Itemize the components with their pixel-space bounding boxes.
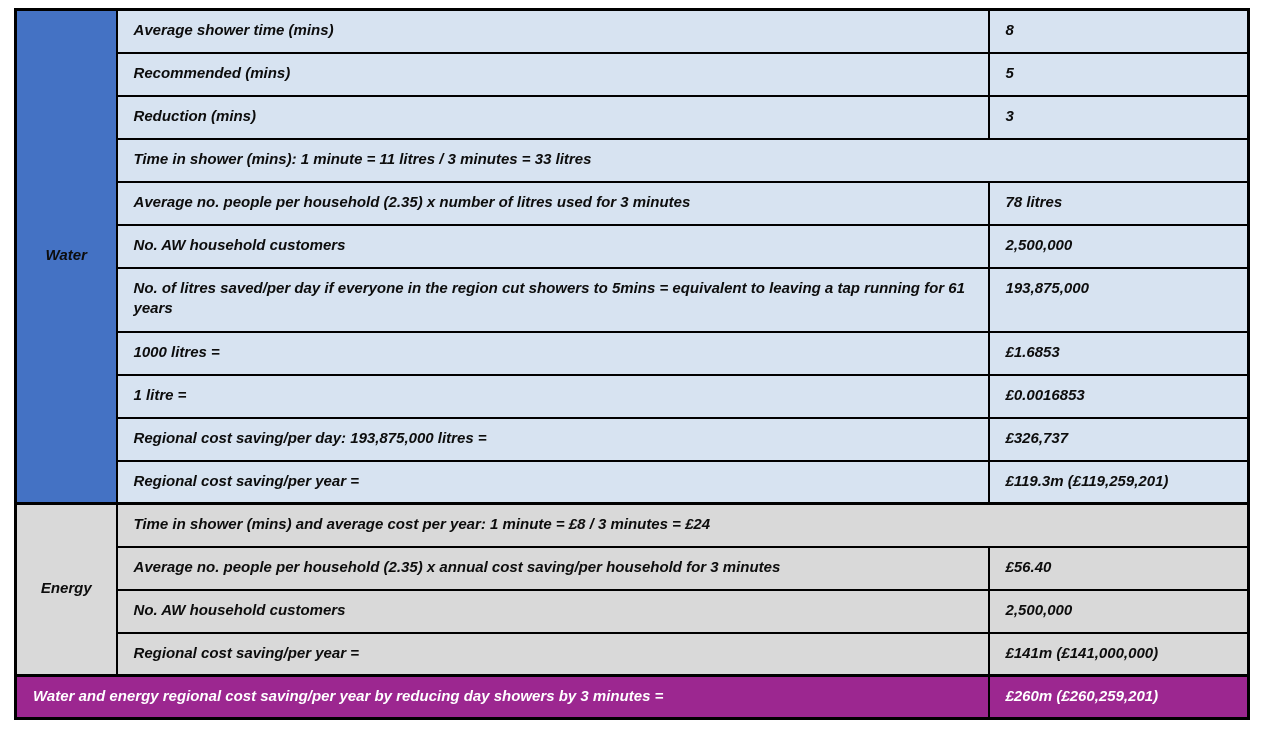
row-label-regional-saving-per-year-energy: Regional cost saving/per year = (117, 633, 989, 676)
row-label-litres-saved-per-day: No. of litres saved/per day if everyone in the region cut showers to 5mins = equivalent to leaving a tap running for 61 years (117, 268, 989, 332)
row-value-people-per-household-cost: £56.40 (989, 547, 1249, 590)
footer-total-label: Water and energy regional cost saving/per year by reducing day showers by 3 minutes = (16, 676, 989, 719)
row-value-people-per-household-litres: 78 litres (989, 182, 1249, 225)
footer-total-value: £260m (£260,259,201) (989, 676, 1249, 719)
row-label-recommended: Recommended (mins) (117, 53, 989, 96)
row-label-aw-customers-water: No. AW household customers (117, 225, 989, 268)
section-header-energy: Energy (16, 504, 117, 676)
row-label-regional-saving-per-day: Regional cost saving/per day: 193,875,000 litres = (117, 418, 989, 461)
row-value-recommended: 5 (989, 53, 1249, 96)
row-label-time-in-shower-litres: Time in shower (mins): 1 minute = 11 litres / 3 minutes = 33 litres (117, 139, 1249, 182)
row-value-aw-customers-energy: 2,500,000 (989, 590, 1249, 633)
row-value-regional-saving-per-day: £326,737 (989, 418, 1249, 461)
row-label-1-litre: 1 litre = (117, 375, 989, 418)
row-label-people-per-household-cost: Average no. people per household (2.35) x annual cost saving/per household for 3 minutes (117, 547, 989, 590)
row-label-avg-shower-time: Average shower time (mins) (117, 10, 989, 53)
row-value-aw-customers-water: 2,500,000 (989, 225, 1249, 268)
row-value-regional-saving-per-year-energy: £141m (£141,000,000) (989, 633, 1249, 676)
row-value-1-litre: £0.0016853 (989, 375, 1249, 418)
row-value-1000-litres: £1.6853 (989, 332, 1249, 375)
row-label-people-per-household-litres: Average no. people per household (2.35) x number of litres used for 3 minutes (117, 182, 989, 225)
row-value-litres-saved-per-day: 193,875,000 (989, 268, 1249, 332)
row-label-time-in-shower-cost: Time in shower (mins) and average cost per year: 1 minute = £8 / 3 minutes = £24 (117, 504, 1249, 547)
section-header-water: Water (16, 10, 117, 504)
row-value-avg-shower-time: 8 (989, 10, 1249, 53)
savings-table (14, 8, 1250, 720)
row-label-aw-customers-energy: No. AW household customers (117, 590, 989, 633)
row-label-reduction: Reduction (mins) (117, 96, 989, 139)
row-value-regional-saving-per-year-water: £119.3m (£119,259,201) (989, 461, 1249, 504)
row-label-regional-saving-per-year-water: Regional cost saving/per year = (117, 461, 989, 504)
row-label-1000-litres: 1000 litres = (117, 332, 989, 375)
row-value-reduction: 3 (989, 96, 1249, 139)
